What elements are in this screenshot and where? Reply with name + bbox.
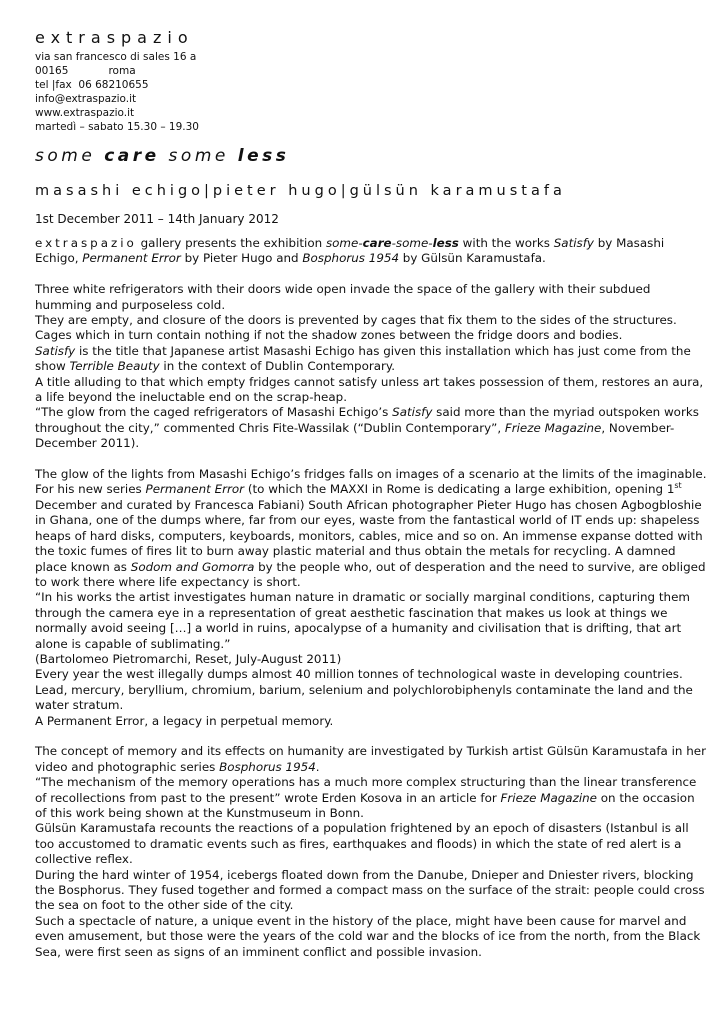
italic-text: Satisfy	[392, 405, 433, 420]
intro-text: by Pieter Hugo and	[180, 251, 303, 266]
italic-text: Frieze Magazine	[504, 420, 602, 435]
press-release-body	[35, 236, 707, 960]
address-hours: martedì – sabato 15.30 – 19.30	[35, 121, 199, 133]
s3-paragraph-4: During the hard winter of 1954, icebergs floated down from the Danube, Dnieper and Dniester rivers, blocking the Bosphorus. They fused together and formed a compact mass on the surface of the strait: people could cross the sea on foot to the other side of the city.	[35, 867, 705, 913]
text: “The mechanism of the memory operations has a much more complex structuring than the linear transference of recollections from past to the present” wrote Erden Kosova in an article for	[35, 775, 697, 805]
s3-paragraph-2	[35, 775, 707, 821]
intro-gallery-name: extraspazio	[35, 236, 137, 250]
artists-line: masashi echigo|pieter hugo|gülsün karamustafa	[35, 183, 566, 199]
exhibition-title	[35, 146, 707, 166]
text: by the people who, out of desperation and the need to survive, are obliged to work there where life expectancy is short.	[35, 559, 706, 589]
address-city: 00165 roma	[35, 65, 136, 77]
s1-paragraph-4	[35, 344, 707, 375]
address-street: via san francesco di sales 16 a	[35, 51, 197, 63]
italic-text: Bosphorus 1954	[219, 759, 316, 774]
intro-work-permanent-error: Permanent Error	[82, 251, 181, 266]
s1-paragraph-3: Cages which in turn contain nothing if not the shadow zones between the fridge doors and bodies.	[35, 328, 623, 343]
s2-paragraph-1: The glow of the lights from Masashi Echigo’s fridges falls on images of a scenario at the limits of the imaginable.	[35, 467, 707, 482]
italic-text: Permanent Error	[145, 482, 245, 497]
intro-text: by Gülsün Karamustafa.	[399, 251, 546, 266]
italic-text: Sodom and Gomorra	[130, 559, 255, 574]
gallery-name: extraspazio	[35, 28, 194, 47]
paragraph-gap	[35, 267, 707, 282]
s1-paragraph-5: A title alluding to that which empty fridges cannot satisfy unless art takes possession of them, restores an aura, a life beyond the ineluctable end on the scrap-heap.	[35, 374, 704, 405]
text: December and curated by Francesca Fabiani) South African photographer Pieter Hugo has chosen Agbogbloshie in Ghana, one of the dumps where, far from our eyes, waste from the fantastical world of IT ends up: shapeless heaps of hard disks, computers, keyboards, monitors, cables, mice and so on. An immense expanse dotted with the toxic fumes of fires lit to burn away plastic material and thus obtain the metals for recycling. A damned place known as	[35, 497, 703, 574]
intro-text: gallery presents the exhibition	[136, 236, 326, 250]
title-part-care: care	[104, 146, 160, 166]
text: “The glow from the caged refrigerators of Masashi Echigo’s	[35, 405, 393, 420]
italic-text: Frieze Magazine	[500, 790, 597, 805]
paragraph-gap	[35, 452, 707, 467]
s2-paragraph-2	[35, 482, 707, 590]
text: (to which the MAXXI in Rome is dedicating a large exhibition, opening 1	[244, 482, 675, 497]
text: , November-December 2011).	[35, 420, 675, 451]
s2-paragraph-6: A Permanent Error, a legacy in perpetual memory.	[35, 713, 334, 728]
intro-text: with the works	[458, 236, 554, 250]
s3-paragraph-5: Such a spectacle of nature, a unique event in the history of the place, might have been cause for marvel and even amusement, but those were the years of the cold war and the blocks of ice from the north, from the Black Sea, were first seen as signs of an imminent conflict and possible invasion.	[35, 913, 701, 959]
paragraph-gap	[35, 729, 707, 744]
text: on the occasion of this work being shown at the Kunstmuseum in Bonn.	[35, 790, 695, 820]
text: .	[315, 759, 320, 774]
italic-text: Satisfy	[35, 343, 76, 358]
address-block	[35, 50, 707, 134]
address-website: www.extraspazio.it	[35, 107, 135, 119]
s2-paragraph-3: “In his works the artist investigates human nature in dramatic or socially marginal conditions, capturing them through the camera eye in a representation of great aesthetic fascination that makes us look at things we normally avoid seeing […] a world in ruins, apocalypse of a humanity and civilisation that is drifting, that art alone is capable of sublimating.”	[35, 590, 690, 651]
intro-title-c: -some-	[391, 236, 433, 250]
address-email: info@extraspazio.it	[35, 93, 137, 105]
intro-title-d: less	[432, 236, 459, 250]
title-part-less: less	[237, 146, 290, 166]
s2-paragraph-5: Every year the west illegally dumps almost 40 million tonnes of technological waste in developing countries. Lead, mercury, beryllium, chromium, barium, selenium and polychlorobiphenyls contaminate the land and the water stratum.	[35, 667, 693, 713]
title-part-some: some	[35, 146, 105, 166]
superscript: st	[674, 481, 682, 491]
text: For his new series	[35, 482, 146, 497]
intro-title-b: care	[362, 236, 392, 250]
s2-paragraph-4: (Bartolomeo Pietromarchi, Reset, July-August 2011)	[35, 651, 342, 666]
s1-paragraph-2: They are empty, and closure of the doors is prevented by cages that fix them to the sides of the structures.	[35, 313, 677, 328]
italic-text: Terrible Beauty	[69, 359, 160, 374]
text: in the context of Dublin Contemporary.	[159, 359, 396, 374]
text: is the title that Japanese artist Masashi Echigo has given this installation which has just come from the show	[35, 343, 691, 374]
s3-paragraph-3: Gülsün Karamustafa recounts the reactions of a population frightened by an epoch of disasters (Istanbul is all too accustomed to dramatic events such as fires, earthquakes and floods) in which the state of red alert is a collective reflex.	[35, 821, 689, 867]
text: The concept of memory and its effects on humanity are investigated by Turkish artist Gülsün Karamustafa in her video and photographic series	[35, 744, 706, 774]
text: said more than the myriad outspoken works throughout the city,” commented Chris Fite-Wassilak (“Dublin Contemporary”,	[35, 405, 699, 435]
document-page	[35, 28, 707, 960]
intro-paragraph	[35, 236, 707, 267]
exhibition-dates: 1st December 2011 – 14th January 2012	[35, 212, 279, 226]
intro-text: by Masashi Echigo,	[35, 236, 665, 266]
intro-title-a: some-	[325, 236, 363, 250]
title-part-some-2: some	[159, 146, 238, 166]
address-phone: tel |fax 06 68210655	[35, 79, 149, 91]
intro-work-bosphorus: Bosphorus 1954	[302, 251, 400, 266]
s1-paragraph-1: Three white refrigerators with their doors wide open invade the space of the gallery with their subdued humming and purposeless cold.	[35, 282, 651, 312]
s1-paragraph-6	[35, 405, 707, 451]
s3-paragraph-1	[35, 744, 707, 775]
intro-work-satisfy: Satisfy	[553, 236, 594, 250]
